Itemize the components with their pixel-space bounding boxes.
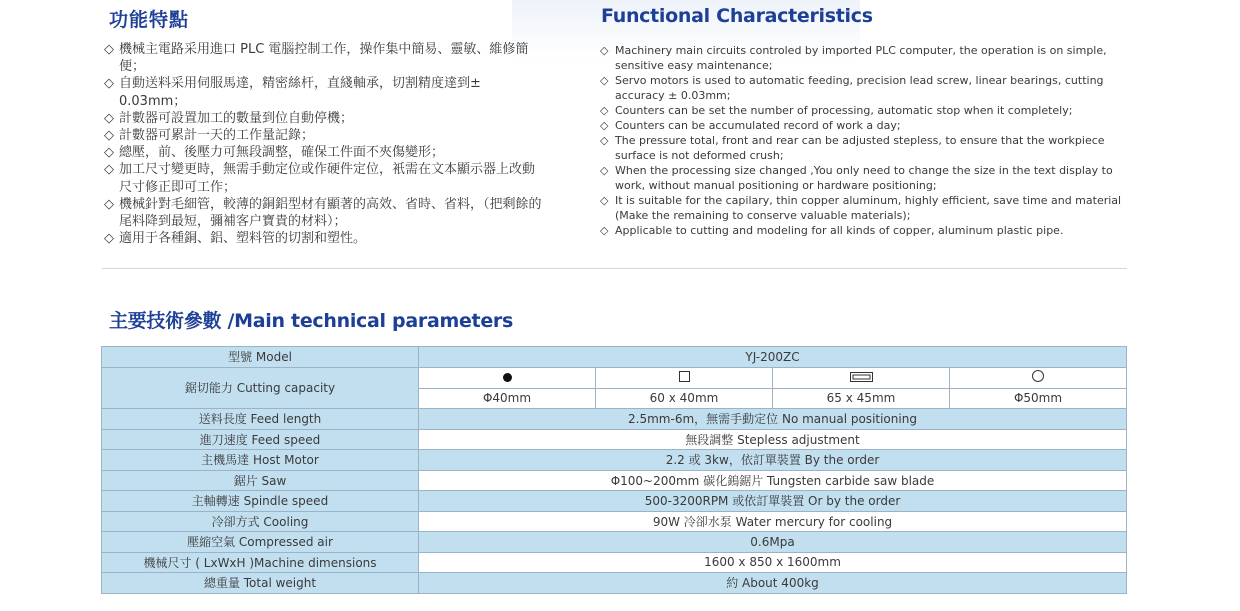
- diamond-icon: ◇: [104, 128, 114, 144]
- diamond-icon: ◇: [104, 196, 114, 212]
- list-item: ◇ 計數器可設置加工的數量到位自動停機；: [104, 110, 354, 126]
- diamond-icon: ◇: [600, 194, 609, 207]
- list-item: ◇ 機械針對毛細管，較薄的銅鋁型材有顯著的高效、省時、省料，（把剩餘的尾料降到最短，彌補客户寶貴的材料）；: [104, 196, 542, 230]
- param-value: 90W 冷卻水泵 Water mercury for cooling: [419, 511, 1127, 532]
- list-item: ◇ Counters can be set the number of processing, automatic stop when it completely;: [600, 104, 1073, 117]
- table-row: [102, 491, 1127, 512]
- param-value: 2.5mm-6m，無需手動定位 No manual positioning: [419, 409, 1127, 430]
- params-table: [101, 346, 1127, 594]
- table-row: [102, 573, 1127, 594]
- round-tube-icon: [1032, 370, 1044, 382]
- table-row: [102, 367, 1127, 388]
- table-row: [102, 552, 1127, 573]
- list-item: ◇ Servo motors is used to automatic feeding, precision lead screw, linear bearings, cutting accuracy ± 0.03mm;: [600, 74, 1104, 102]
- capacity-shape-cell: [419, 367, 596, 388]
- diamond-icon: ◇: [600, 74, 609, 87]
- table-row: [102, 532, 1127, 553]
- param-label: 送料長度 Feed length: [102, 409, 419, 430]
- diamond-icon: ◇: [104, 231, 114, 247]
- list-item: ◇ It is suitable for the capilary, thin copper aluminum, highly efficient, save time and material (Make the remaining to conserve valuable materials);: [600, 194, 1122, 222]
- capacity-value: 60 x 40mm: [596, 388, 773, 409]
- solid-round-icon: [503, 373, 512, 382]
- en-feature-list: [600, 43, 1130, 238]
- list-item: ◇ 機械主電路采用進口 PLC 電腦控制工作，操作集中簡易、靈敏、維修簡便；: [104, 42, 529, 75]
- diamond-icon: ◇: [104, 110, 114, 126]
- capacity-shape-cell: [950, 367, 1127, 388]
- diamond-icon: ◇: [600, 104, 609, 117]
- param-value: 0.6Mpa: [419, 532, 1127, 553]
- param-value: 1600 x 850 x 1600mm: [419, 552, 1127, 573]
- model-label: 型號 Model: [102, 347, 419, 368]
- diamond-icon: ◇: [104, 42, 114, 57]
- list-item: ◇ 計數器可累計一天的工作量記錄；: [104, 128, 315, 144]
- capacity-label: 鋸切能力 Cutting capacity: [102, 367, 419, 409]
- diamond-icon: ◇: [600, 134, 609, 147]
- param-label: 冷卻方式 Cooling: [102, 511, 419, 532]
- param-value: 2.2 或 3kw，依訂單裝置 By the order: [419, 450, 1127, 471]
- list-item: ◇ The pressure total, front and rear can be adjusted stepless, to ensure that the workpiece surface is not deformed crush;: [600, 134, 1105, 162]
- en-section-title: Functional Characteristics: [601, 5, 873, 27]
- capacity-value: Φ40mm: [419, 388, 596, 409]
- param-value: Φ100~200mm 碳化鎢鋸片 Tungsten carbide saw blade: [419, 470, 1127, 491]
- capacity-shape-cell: [773, 367, 950, 388]
- list-item: ◇ 自動送料采用伺服馬達，精密絲杆，直綫軸承，切割精度達到± 0.03mm；: [104, 76, 481, 109]
- table-row: [102, 347, 1127, 368]
- param-value: 約 About 400kg: [419, 573, 1127, 594]
- capacity-value: Φ50mm: [950, 388, 1127, 409]
- table-row: [102, 450, 1127, 471]
- diamond-icon: ◇: [104, 162, 114, 178]
- list-item: ◇ When the processing size changed ,You only need to change the size in the text display to work, without manual positioning or hardware positioning;: [600, 164, 1113, 192]
- diamond-icon: ◇: [600, 164, 609, 177]
- param-label: 機械尺寸 ( LxWxH )Machine dimensions: [102, 552, 419, 573]
- params-title: 主要技術參數 /Main technical parameters: [109, 310, 513, 332]
- param-value: 無段調整 Stepless adjustment: [419, 429, 1127, 450]
- diamond-icon: ◇: [600, 224, 609, 237]
- table-row: [102, 429, 1127, 450]
- param-label: 鋸片 Saw: [102, 470, 419, 491]
- table-row: [102, 470, 1127, 491]
- table-row: [102, 511, 1127, 532]
- param-label: 總重量 Total weight: [102, 573, 419, 594]
- zh-feature-list: [104, 41, 544, 247]
- list-item: ◇ Machinery main circuits controled by imported PLC computer, the operation is on simple, sensitive easy maintenance;: [600, 44, 1107, 72]
- capacity-value: 65 x 45mm: [773, 388, 950, 409]
- section-divider: [102, 268, 1127, 269]
- diamond-icon: ◇: [104, 145, 114, 161]
- param-label: 主軸轉速 Spindle speed: [102, 491, 419, 512]
- list-item: ◇ 適用于各種銅、鋁、塑料管的切割和塑性。: [104, 231, 367, 247]
- list-item: ◇ Applicable to cutting and modeling for all kinds of copper, aluminum plastic pipe.: [600, 224, 1064, 237]
- param-value: 500-3200RPM 或依訂單裝置 Or by the order: [419, 491, 1127, 512]
- list-item: ◇ 加工尺寸變更時，無需手動定位或作硬件定位，衹需在文本顯示器上改動尺寸修正即可工作；: [104, 162, 536, 195]
- param-label: 主機馬達 Host Motor: [102, 450, 419, 471]
- model-value: YJ-200ZC: [419, 347, 1127, 368]
- list-item: ◇ Counters can be accumulated record of work a day;: [600, 119, 901, 132]
- diamond-icon: ◇: [104, 76, 114, 92]
- param-label: 壓縮空氣 Compressed air: [102, 532, 419, 553]
- list-item: ◇ 總壓，前、後壓力可無段調整，確保工件面不夾傷變形；: [104, 145, 445, 161]
- table-row: [102, 409, 1127, 430]
- diamond-icon: ◇: [600, 44, 609, 57]
- capacity-shape-cell: [596, 367, 773, 388]
- zh-section-title: 功能特點: [109, 9, 190, 31]
- rect-tube-icon: [850, 372, 873, 382]
- diamond-icon: ◇: [600, 119, 609, 132]
- param-label: 進刀速度 Feed speed: [102, 429, 419, 450]
- square-tube-icon: [679, 371, 690, 382]
